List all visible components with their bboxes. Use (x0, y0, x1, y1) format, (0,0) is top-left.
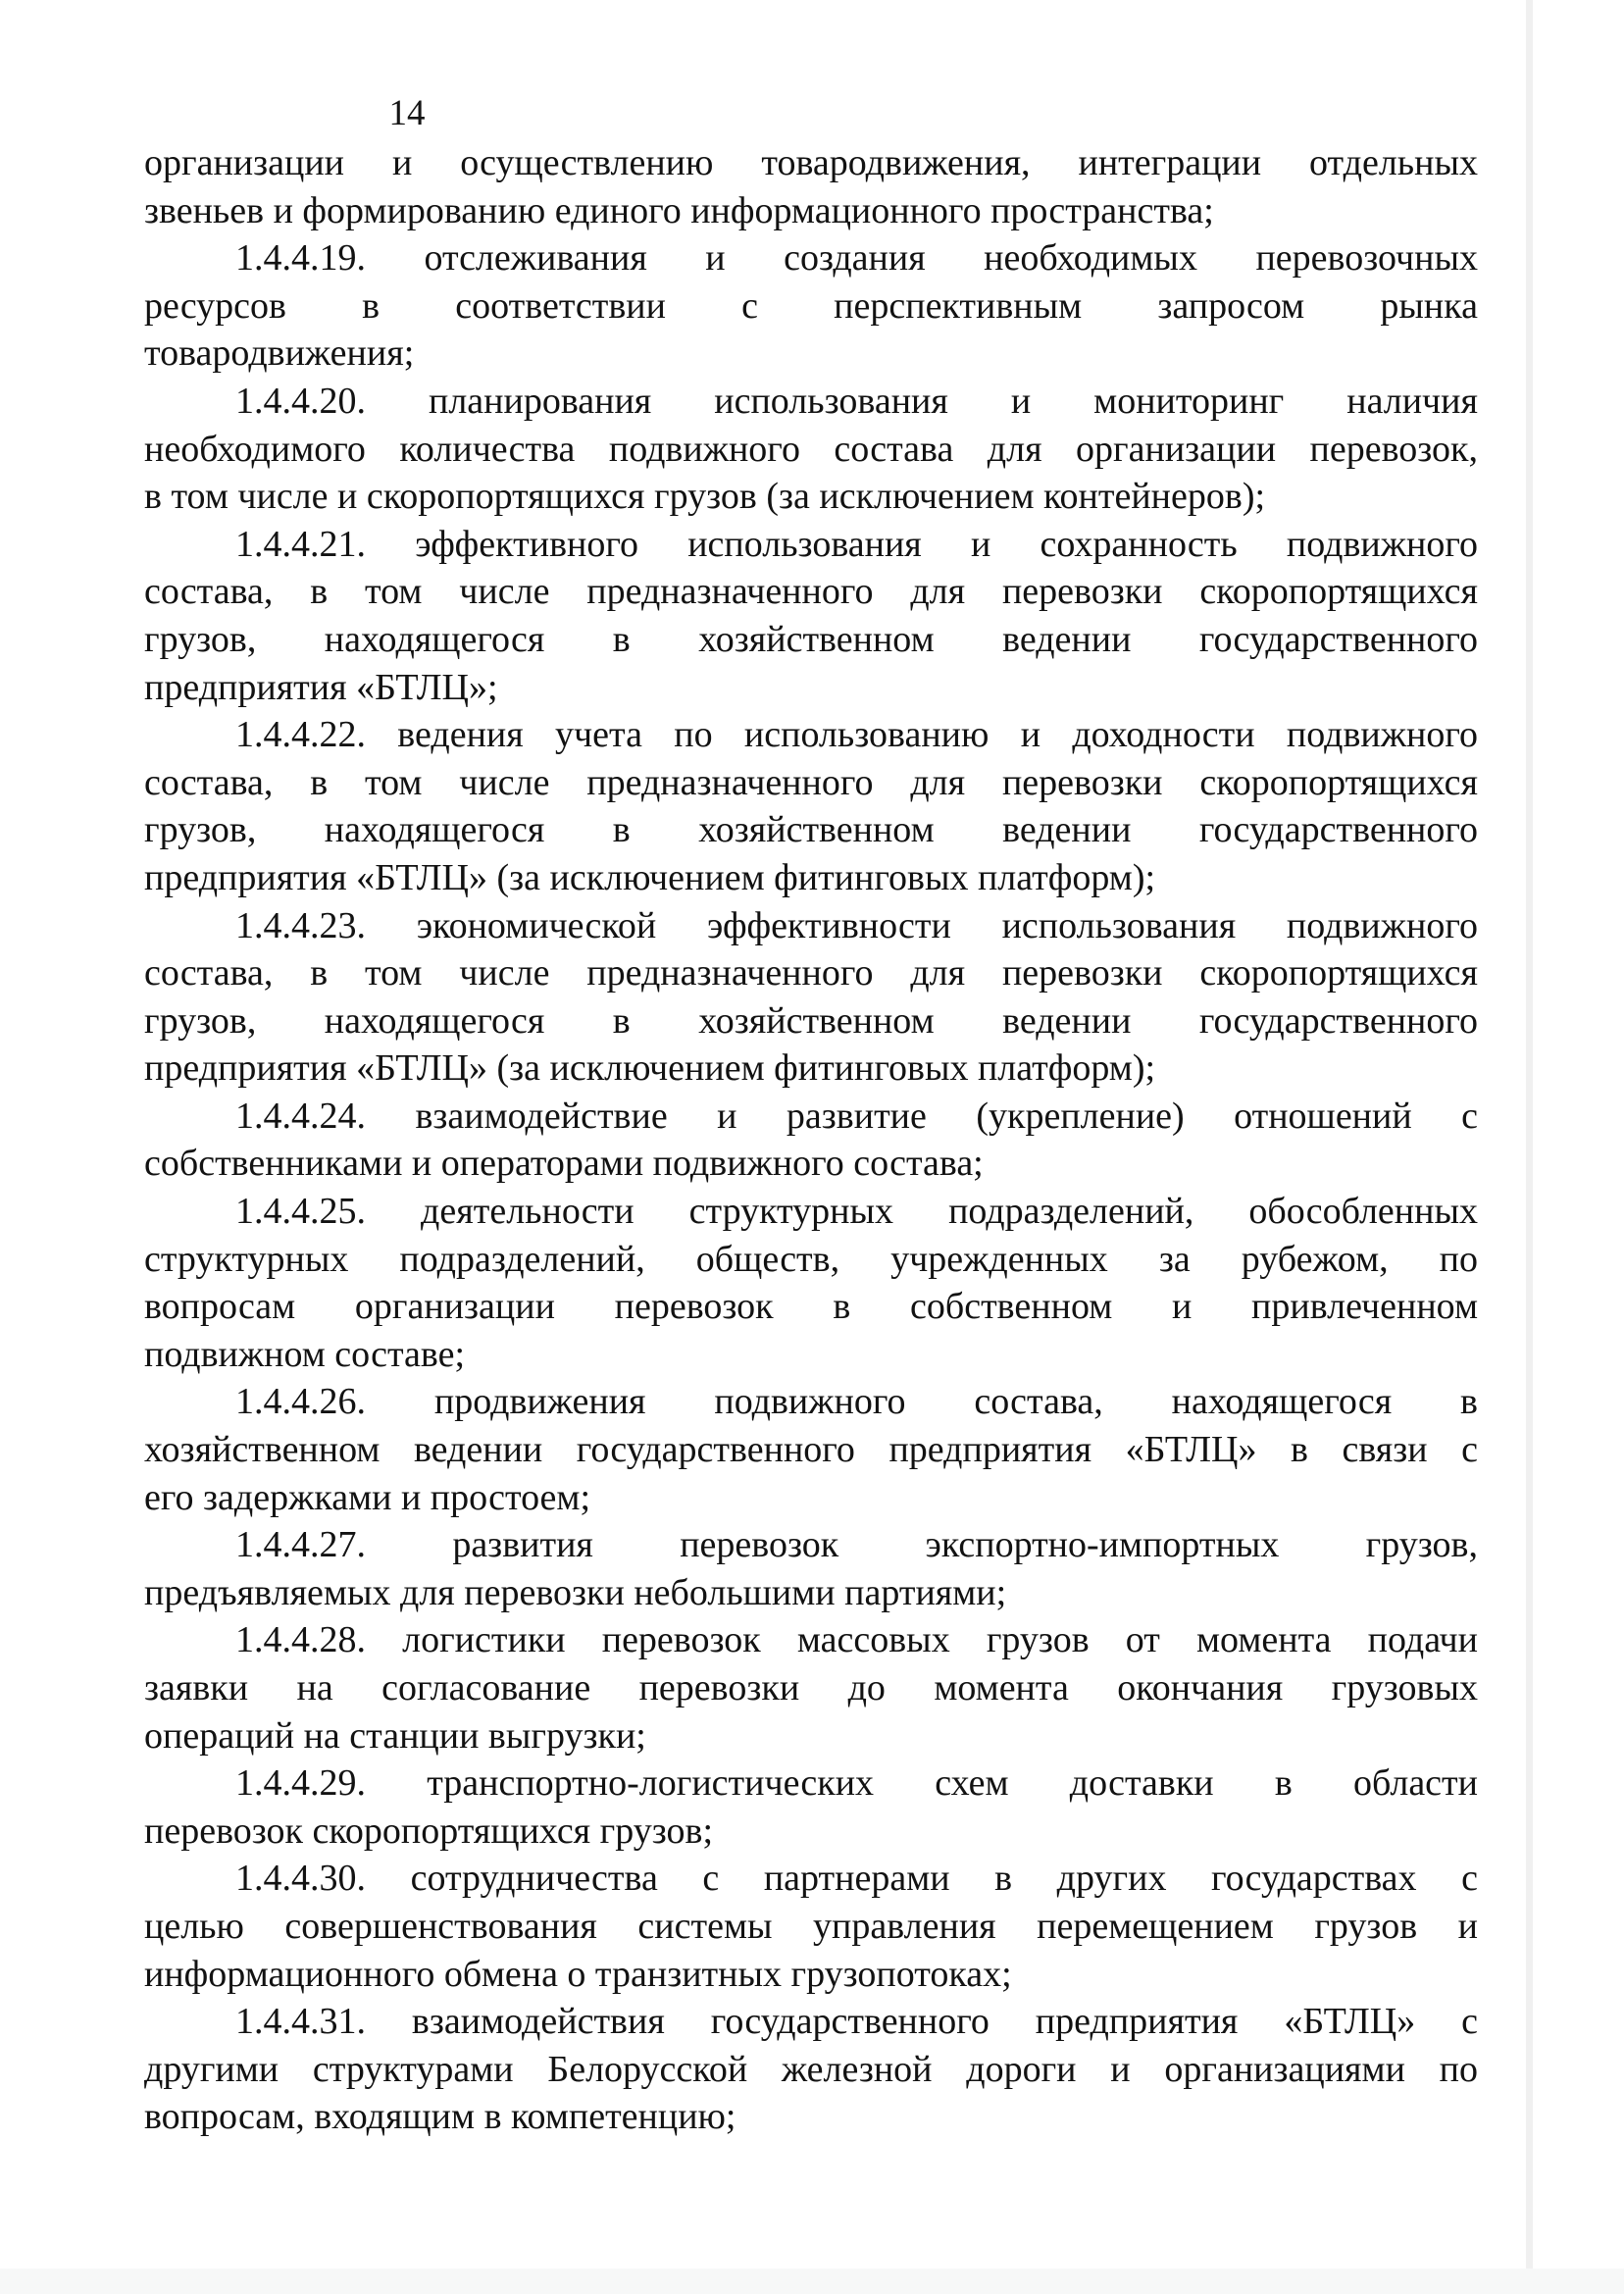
text-line: звеньев и формированию единого информационного пространства; (144, 189, 1214, 231)
page-number: 14 (388, 93, 426, 133)
text-line: 1.4.4.31. взаимодействия государственного предприятия «БТЛЦ» с (235, 2001, 1478, 2043)
text-line: грузов, находящегося в хозяйственном ведении государственного (144, 618, 1478, 660)
text-line: 1.4.4.20. планирования использования и мониторинг наличия (235, 380, 1478, 422)
text-line: 1.4.4.21. эффективного использования и сохранность подвижного (235, 523, 1478, 565)
paragraph (144, 902, 1478, 1093)
text-line: 1.4.4.19. отслеживания и создания необходимых перевозочных (235, 237, 1478, 280)
text-line: грузов, находящегося в хозяйственном ведении государственного (144, 999, 1478, 1042)
paragraph (144, 711, 1478, 901)
paragraph (144, 1188, 1478, 1378)
paragraph (144, 1759, 1478, 1855)
text-line: необходимого количества подвижного состава для организации перевозок, (144, 428, 1478, 470)
text-line: вопросам организации перевозок в собственном и привлеченном (144, 1286, 1478, 1328)
text-line: хозяйственном ведении государственного предприятия «БТЛЦ» в связи с (144, 1429, 1478, 1471)
text-line: собственниками и операторами подвижного состава; (144, 1143, 984, 1185)
text-line: целью совершенствования системы управления перемещением грузов и (144, 1905, 1478, 1947)
text-line: состава, в том числе предназначенного для перевозки скоропортящихся (144, 952, 1478, 994)
text-line: 1.4.4.23. экономической эффективности использования подвижного (235, 904, 1478, 946)
text-line: его задержками и простоем; (144, 1476, 590, 1518)
paragraph (144, 378, 1478, 521)
paragraph (144, 1616, 1478, 1759)
text-line: состава, в том числе предназначенного для перевозки скоропортящихся (144, 571, 1478, 613)
document-body (144, 139, 1478, 2141)
text-line: товародвижения; (144, 332, 415, 375)
text-line: перевозок скоропортящихся грузов; (144, 1810, 714, 1852)
text-line: 1.4.4.29. транспортно-логистических схем доставки в области (235, 1762, 1478, 1805)
text-line: состава, в том числе предназначенного для перевозки скоропортящихся (144, 761, 1478, 803)
text-line: 1.4.4.26. продвижения подвижного состава, находящегося в (235, 1381, 1478, 1423)
text-line: 1.4.4.22. ведения учета по использованию и доходности подвижного (235, 714, 1478, 756)
text-line: грузов, находящегося в хозяйственном ведении государственного (144, 809, 1478, 851)
paragraph (144, 1378, 1478, 1521)
paragraph (144, 139, 1478, 234)
paragraph (144, 1998, 1478, 2141)
paragraph (144, 1521, 1478, 1616)
paragraph (144, 234, 1478, 378)
text-line: 1.4.4.24. взаимодействие и развитие (укрепление) отношений с (235, 1095, 1478, 1137)
paragraph (144, 1855, 1478, 1998)
text-line: 1.4.4.28. логистики перевозок массовых грузов от момента подачи (235, 1619, 1478, 1661)
text-line: подвижном составе; (144, 1333, 466, 1375)
text-line: другими структурами Белорусской железной дороги и организациями по (144, 2048, 1478, 2090)
text-line: организации и осуществлению товародвижения, интеграции отдельных (144, 142, 1478, 183)
text-line: информационного обмена о транзитных грузопотоках; (144, 1953, 1012, 1995)
text-line: предъявляемых для перевозки небольшими партиями; (144, 1571, 1007, 1613)
text-line: вопросам, входящим в компетенцию; (144, 2096, 736, 2138)
text-line: заявки на согласование перевозки до момента окончания грузовых (144, 1667, 1478, 1708)
paragraph (144, 1093, 1478, 1188)
scan-edge-right-line (1526, 0, 1533, 2294)
text-line: 1.4.4.27. развития перевозок экспортно-импортных грузов, (235, 1524, 1478, 1566)
text-line: предприятия «БТЛЦ» (за исключением фитинговых платформ); (144, 1047, 1156, 1090)
text-line: предприятия «БТЛЦ»; (144, 666, 498, 708)
text-line: 1.4.4.30. сотрудничества с партнерами в других государствах с (235, 1858, 1478, 1900)
text-line: предприятия «БТЛЦ» (за исключением фитинговых платформ); (144, 856, 1156, 898)
text-line: структурных подразделений, обществ, учрежденных за рубежом, по (144, 1238, 1478, 1280)
text-line: операций на станции выгрузки; (144, 1714, 646, 1757)
text-line: ресурсов в соответствии с перспективным запросом рынка (144, 284, 1478, 327)
scan-bottom-band (0, 2269, 1624, 2294)
text-line: 1.4.4.25. деятельности структурных подразделений, обособленных (235, 1191, 1478, 1233)
paragraph (144, 521, 1478, 711)
text-line: в том числе и скоропортящихся грузов (за исключением контейнеров); (144, 476, 1266, 518)
